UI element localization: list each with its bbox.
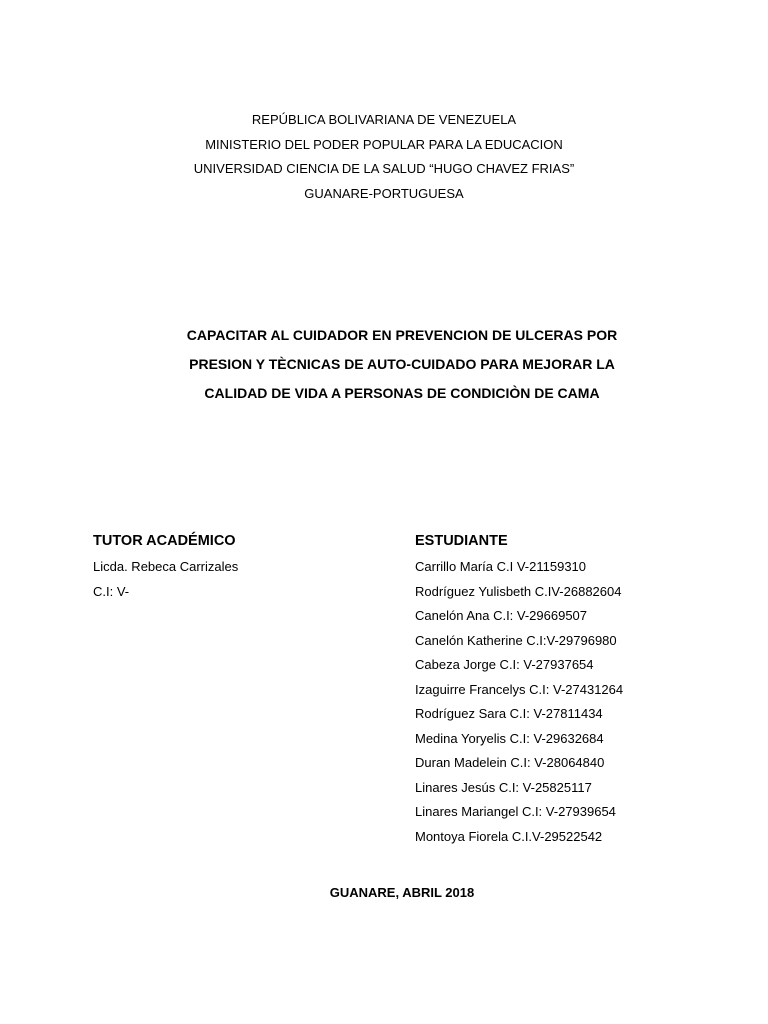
title-line-3: CALIDAD DE VIDA A PERSONAS DE CONDICIÒN DE CAMA xyxy=(204,385,600,401)
document-title xyxy=(0,321,768,408)
title-line-2: PRESION Y TÈCNICAS DE AUTO-CUIDADO PARA MEJORAR LA xyxy=(189,356,615,372)
place-date-footer: GUANARE, ABRIL 2018 xyxy=(329,885,475,900)
tutor-name: Licda. Rebeca Carrizales xyxy=(93,559,239,574)
student-item: Carrillo María C.I V-21159310 xyxy=(415,559,587,574)
institution-header xyxy=(0,108,768,206)
student-item: Medina Yoryelis C.I: V-29632684 xyxy=(415,730,604,746)
students-section xyxy=(415,529,745,849)
student-item: Duran Madelein C.I: V-28064840 xyxy=(415,755,605,770)
student-item: Rodríguez Yulisbeth C.IV-26882604 xyxy=(415,583,622,599)
student-item: Linares Jesús C.I: V-25825117 xyxy=(415,779,592,795)
student-item: Rodríguez Sara C.I: V-27811434 xyxy=(415,706,603,721)
student-item: Linares Mariangel C.I: V-27939654 xyxy=(415,804,616,819)
student-item: Izaguirre Francelys C.I: V-27431264 xyxy=(415,681,624,697)
header-line-republic: REPÚBLICA BOLIVARIANA DE VENEZUELA xyxy=(251,112,517,127)
header-line-location: GUANARE-PORTUGUESA xyxy=(304,185,464,201)
tutor-id: C.I: V- xyxy=(93,583,130,599)
tutor-section xyxy=(93,529,383,604)
title-line-1: CAPACITAR AL CUIDADOR EN PREVENCION DE ULCERAS POR xyxy=(186,327,618,343)
student-item: Montoya Fiorela C.I.V-29522542 xyxy=(415,828,603,844)
student-item: Canelón Katherine C.I:V-29796980 xyxy=(415,632,617,648)
header-line-ministry: MINISTERIO DEL PODER POPULAR PARA LA EDUCACION xyxy=(205,136,563,152)
tutor-heading: TUTOR ACADÉMICO xyxy=(93,533,236,549)
student-item: Cabeza Jorge C.I: V-27937654 xyxy=(415,657,594,672)
student-item: Canelón Ana C.I: V-29669507 xyxy=(415,608,588,623)
students-heading: ESTUDIANTE xyxy=(415,533,508,549)
header-line-university: UNIVERSIDAD CIENCIA DE LA SALUD “HUGO CHAVEZ FRIAS” xyxy=(193,161,575,176)
